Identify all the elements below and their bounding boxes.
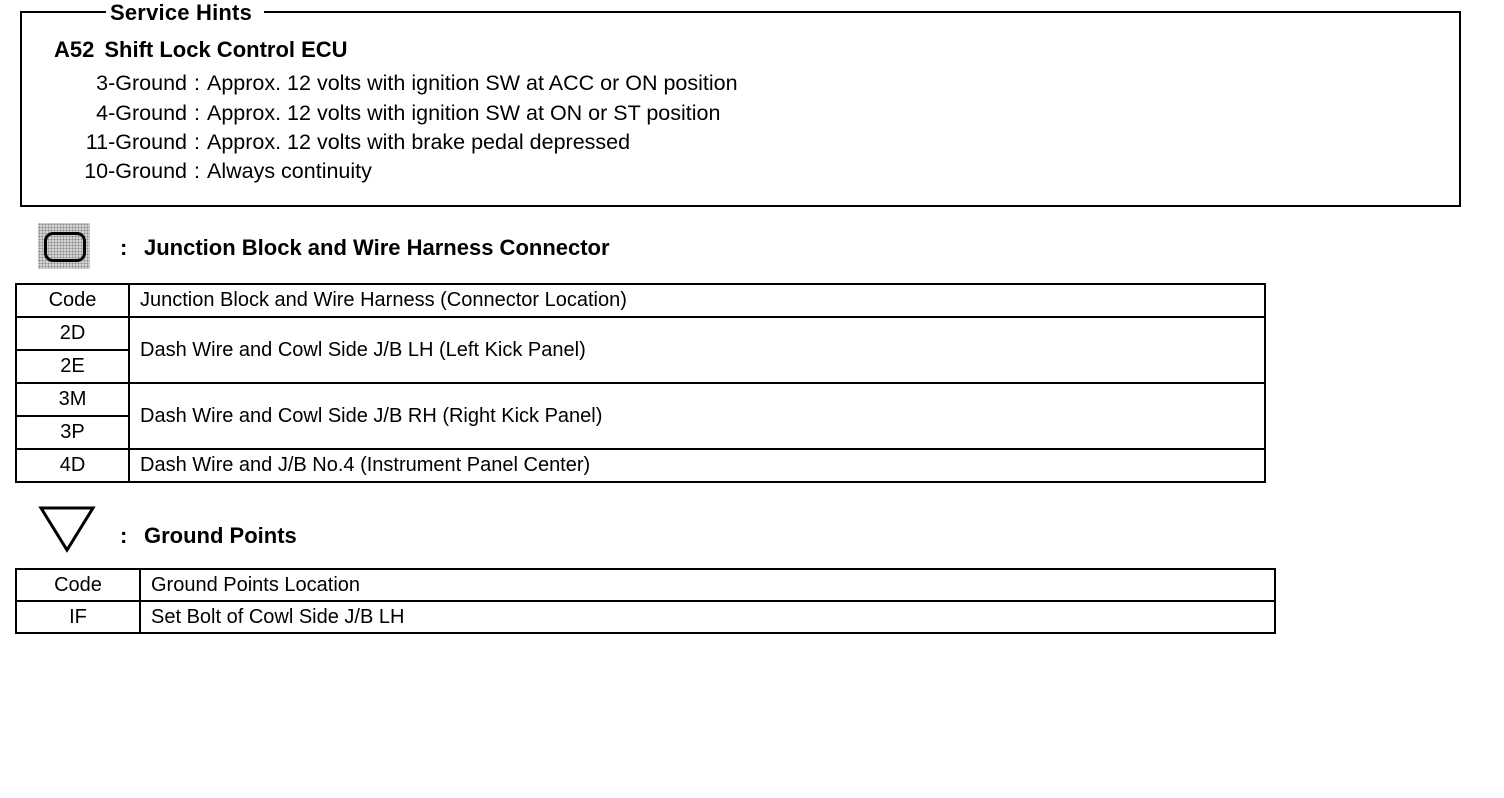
service-hints-box <box>20 0 1461 207</box>
code-cell: 3P <box>16 416 129 449</box>
hint-row <box>22 100 720 126</box>
code-cell: 4D <box>16 449 129 482</box>
hint-pin: 3-Ground <box>96 71 187 95</box>
location-cell: Dash Wire and Cowl Side J/B LH (Left Kick Panel) <box>129 317 1265 383</box>
hint-text: Approx. 12 volts with brake pedal depressed <box>206 130 631 154</box>
location-cell: Set Bolt of Cowl Side J/B LH <box>140 601 1275 633</box>
service-hints-title: Service Hints <box>106 1 264 25</box>
table-header-row <box>16 569 1275 601</box>
hint-row <box>22 158 372 184</box>
junction-section-header <box>36 235 836 285</box>
hint-separator: : <box>194 101 200 125</box>
table-row <box>16 449 1265 482</box>
hint-text: Always continuity <box>206 159 372 183</box>
ecu-heading <box>54 37 348 63</box>
code-cell: 2E <box>16 350 129 383</box>
ground-section-title: Ground Points <box>144 523 297 548</box>
hint-text: Approx. 12 volts with ignition SW at ACC or ON position <box>206 71 738 95</box>
table-row <box>16 317 1265 350</box>
code-header: Code <box>16 284 129 317</box>
hint-row <box>22 70 738 96</box>
hint-pin: 10-Ground <box>84 159 187 183</box>
hint-separator: : <box>194 71 200 95</box>
junction-section-title: Junction Block and Wire Harness Connector <box>144 235 610 260</box>
ground-section-header <box>36 523 836 573</box>
table-header-row <box>16 284 1265 317</box>
hint-text: Approx. 12 volts with ignition SW at ON or ST position <box>206 101 721 125</box>
location-header: Ground Points Location <box>140 569 1275 601</box>
table-row <box>16 383 1265 416</box>
table-row <box>16 601 1275 633</box>
code-cell: IF <box>16 601 140 633</box>
hint-separator: : <box>194 159 200 183</box>
location-cell: Dash Wire and J/B No.4 (Instrument Panel Center) <box>129 449 1265 482</box>
ecu-name: Shift Lock Control ECU <box>104 37 348 62</box>
code-cell: 3M <box>16 383 129 416</box>
ground-colon: : <box>120 523 128 548</box>
code-header: Code <box>16 569 140 601</box>
junction-connector-icon <box>38 223 90 269</box>
junction-block-table <box>15 283 1266 483</box>
hint-separator: : <box>194 130 200 154</box>
hint-row <box>22 129 630 155</box>
ground-points-table <box>15 568 1276 634</box>
ground-triangle-icon <box>38 505 96 555</box>
hint-pin: 11-Ground <box>85 130 187 154</box>
junction-colon: : <box>120 235 128 260</box>
ecu-code: A52 <box>54 37 95 62</box>
location-cell: Dash Wire and Cowl Side J/B RH (Right Kick Panel) <box>129 383 1265 449</box>
hint-pin: 4-Ground <box>96 101 187 125</box>
code-cell: 2D <box>16 317 129 350</box>
location-header: Junction Block and Wire Harness (Connector Location) <box>129 284 1265 317</box>
